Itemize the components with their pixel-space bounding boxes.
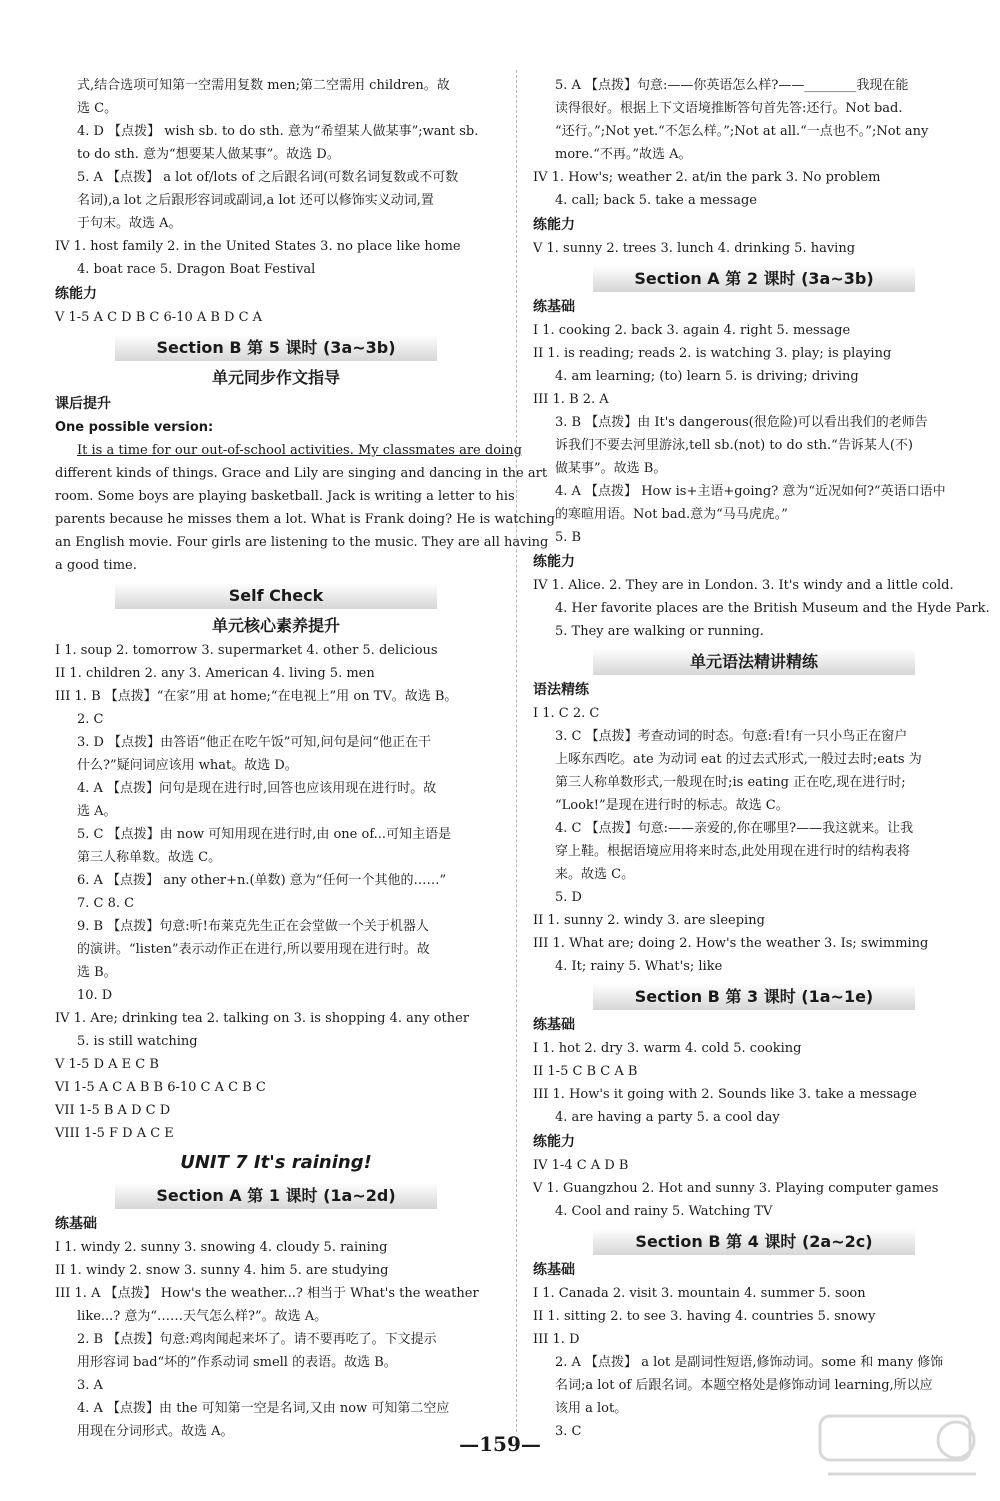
- answer-line: 4. C 【点拨】句意:——亲爱的,你在哪里?——我这就来。让我: [555, 821, 914, 836]
- answer-line: I 1. soup 2. tomorrow 3. supermarket 4. other 5. delicious: [55, 643, 438, 658]
- answer-line: 的演讲。“listen”表示动作正在进行,所以要用现在进行时。故: [77, 942, 430, 957]
- answer-line: II 1. windy 2. snow 3. sunny 4. him 5. are studying: [55, 1263, 389, 1278]
- right-column: [533, 74, 990, 1443]
- section-label: 练能力: [533, 554, 575, 570]
- answer-line: IV 1. host family 2. in the United States 3. no place like home: [55, 239, 461, 254]
- answer-line: 做某事”。故选 B。: [555, 461, 667, 476]
- answer-line: I 1. C 2. C: [533, 706, 600, 721]
- answer-line: V 1. Guangzhou 2. Hot and sunny 3. Playing computer games: [533, 1181, 939, 1196]
- answer-line: 6. A 【点拨】 any other+n.(单数) 意为“任何一个其他的……”: [77, 873, 447, 888]
- section-label: 练能力: [533, 217, 575, 233]
- composition-line: a good time.: [55, 558, 137, 573]
- answer-line: “还行。”;Not yet.“不怎么样。”;Not at all.“一点也不。”;Not any: [555, 124, 929, 139]
- answer-line: 5. D: [555, 890, 582, 905]
- answer-line: 7. C 8. C: [77, 896, 135, 911]
- section-label: 练能力: [533, 1134, 575, 1150]
- answer-line: 4. A 【点拨】由 the 可知第一空是名词,又由 now 可知第二空应: [77, 1401, 450, 1416]
- answer-line: II 1. is reading; reads 2. is watching 3. play; is playing: [533, 346, 892, 361]
- answer-line: I 1. windy 2. sunny 3. snowing 4. cloudy 5. raining: [55, 1240, 388, 1255]
- section-heading: 单元语法精讲精练: [593, 649, 915, 675]
- answer-line: III 1. How's it going with 2. Sounds like 3. take a message: [533, 1087, 917, 1102]
- answer-line: V 1-5 D A E C B: [55, 1057, 159, 1072]
- answer-line: III 1. B 2. A: [533, 392, 609, 407]
- answer-line: VIII 1-5 F D A C E: [55, 1126, 174, 1141]
- answer-line: 4. am learning; (to) learn 5. is driving; driving: [555, 369, 859, 384]
- answer-line: 读得很好。根据上下文语境推断答句首先答:还行。Not bad.: [555, 101, 903, 116]
- answer-line: 3. B 【点拨】由 It's dangerous(很危险)可以看出我们的老师告: [555, 415, 928, 430]
- answer-line: 第三人称单数形式,一般现在时;is eating 正在吃,现在进行时;: [555, 775, 906, 790]
- answer-line: I 1. Canada 2. visit 3. mountain 4. summer 5. soon: [533, 1286, 866, 1301]
- answer-line: 4. call; back 5. take a message: [555, 193, 757, 208]
- section-label: 练能力: [55, 286, 97, 302]
- answer-line: 4. A 【点拨】 How is+主语+going? 意为“近况如何?”英语口语中: [555, 484, 946, 499]
- section-label: 练基础: [55, 1216, 97, 1232]
- answer-line: I 1. hot 2. dry 3. warm 4. cold 5. cooking: [533, 1041, 802, 1056]
- answer-line: 用现在分词形式。故选 A。: [77, 1424, 234, 1439]
- answer-line: “Look!”是现在进行时的标志。故选 C。: [555, 798, 789, 813]
- answer-line: 选 B。: [77, 965, 117, 980]
- left-column: [55, 74, 555, 1443]
- answer-line: 5. A 【点拨】 a lot of/lots of 之后跟名词(可数名词复数或不可数: [77, 170, 459, 185]
- answer-line: 5. C 【点拨】由 now 可知用现在进行时,由 one of...可知主语是: [77, 827, 452, 842]
- answer-line: III 1. D: [533, 1332, 580, 1347]
- section-subheading: 单元同步作文指导: [211, 368, 340, 387]
- answer-line: 选 A。: [77, 804, 117, 819]
- answer-line: 上啄东西吃。ate 为动词 eat 的过去式形式,一般过去时;eats 为: [555, 752, 922, 767]
- answer-line: 第三人称单数。故选 C。: [77, 850, 222, 865]
- answer-line: 于句末。故选 A。: [77, 216, 182, 231]
- answer-line: I 1. cooking 2. back 3. again 4. right 5. message: [533, 323, 851, 338]
- answer-line: VI 1-5 A C A B B 6-10 C A C B C: [55, 1080, 266, 1095]
- answer-line: 式,结合选项可知第一空需用复数 men;第二空需用 children。故: [77, 78, 450, 93]
- answer-line: 名词;a lot of 后跟名词。本题空格处是修饰动词 learning,所以应: [555, 1378, 933, 1393]
- answer-line: more.“不再。”故选 A。: [555, 147, 692, 162]
- answer-line: 4. Her favorite places are the British Museum and the Hyde Park.: [555, 601, 990, 616]
- section-heading: Section A 第 1 课时 (1a~2d): [115, 1183, 437, 1209]
- answer-line: 的寒暄用语。Not bad.意为“马马虎虎。”: [555, 507, 788, 522]
- answer-line: 3. A: [77, 1378, 103, 1393]
- section-heading: Self Check: [115, 583, 437, 609]
- answer-line: 5. They are walking or running.: [555, 624, 764, 639]
- answer-line: II 1. children 2. any 3. American 4. living 5. men: [55, 666, 375, 681]
- composition-line: an English movie. Four girls are listening to the music. They are all having: [55, 535, 549, 550]
- answer-line: IV 1. How's; weather 2. at/in the park 3. No problem: [533, 170, 881, 185]
- answer-line: 来。故选 C。: [555, 867, 635, 882]
- answer-line: 4. Cool and rainy 5. Watching TV: [555, 1204, 773, 1219]
- answer-line: IV 1. Are; drinking tea 2. talking on 3. is shopping 4. any other: [55, 1011, 470, 1026]
- answer-line: 3. C: [555, 1424, 582, 1439]
- answer-line: 4. D 【点拨】 wish sb. to do sth. 意为“希望某人做某事”;want sb.: [77, 124, 479, 139]
- answer-line: II 1. sunny 2. windy 3. are sleeping: [533, 913, 765, 928]
- answer-line: 名词),a lot 之后跟形容词或副词,a lot 还可以修饰实义动词,置: [77, 193, 434, 208]
- answer-line: 2. C: [77, 712, 104, 727]
- answer-line: 3. D 【点拨】由答语“他正在吃午饭”可知,问句是问“他正在干: [77, 735, 432, 750]
- column-divider: [516, 70, 517, 1432]
- answer-line: 穿上鞋。根据语境应用将来时态,此处用现在进行时的结构表将: [555, 844, 911, 859]
- composition-label: One possible version:: [55, 420, 214, 435]
- section-label: 课后提升: [55, 396, 111, 412]
- answer-line: 2. B 【点拨】句意:鸡肉闻起来坏了。请不要再吃了。下文提示: [77, 1332, 437, 1347]
- answer-line: VII 1-5 B A D C D: [55, 1103, 171, 1118]
- answer-line: 选 C。: [77, 101, 118, 116]
- answer-line: 2. A 【点拨】 a lot 是副词性短语,修饰动词。some 和 many 修饰: [555, 1355, 944, 1370]
- answer-line: IV 1-4 C A D B: [533, 1158, 629, 1173]
- composition-line: parents because he misses them a lot. What is Frank doing? He is watching: [55, 512, 555, 527]
- answer-line: 5. is still watching: [77, 1034, 198, 1049]
- section-label: 练基础: [533, 1017, 575, 1033]
- section-subheading: 单元核心素养提升: [211, 616, 340, 635]
- answer-line: II 1-5 C B C A B: [533, 1064, 638, 1079]
- answer-line: 4. boat race 5. Dragon Boat Festival: [77, 262, 316, 277]
- section-heading: Section B 第 4 课时 (2a~2c): [593, 1229, 915, 1255]
- answer-line: 10. D: [77, 988, 113, 1003]
- answer-line: to do sth. 意为“想要某人做某事”。故选 D。: [77, 147, 340, 162]
- answer-line: 9. B 【点拨】句意:听!布莱克先生正在会堂做一个关于机器人: [77, 919, 429, 934]
- section-heading: Section A 第 2 课时 (3a~3b): [593, 266, 915, 292]
- section-heading: Section B 第 5 课时 (3a~3b): [115, 335, 437, 361]
- answer-line: V 1-5 A C D B C 6-10 A B D C A: [55, 310, 263, 325]
- answer-line: III 1. What are; doing 2. How's the weather 3. Is; swimming: [533, 936, 929, 951]
- answer-line: V 1. sunny 2. trees 3. lunch 4. drinking 5. having: [533, 241, 856, 256]
- answer-line: 用形容词 bad“坏的”作系动词 smell 的表语。故选 B。: [77, 1355, 397, 1370]
- answer-line: IV 1. Alice. 2. They are in London. 3. It's windy and a little cold.: [533, 578, 954, 593]
- answer-line: 4. are having a party 5. a cool day: [555, 1110, 780, 1125]
- answer-line: 4. It; rainy 5. What's; like: [555, 959, 723, 974]
- section-label: 语法精练: [533, 682, 589, 698]
- answer-line: 什么?”疑问词应该用 what。故选 D。: [77, 758, 298, 773]
- composition-line: room. Some boys are playing basketball. Jack is writing a letter to his: [55, 489, 515, 504]
- answer-line: 该用 a lot。: [555, 1401, 628, 1416]
- answer-line: II 1. sitting 2. to see 3. having 4. countries 5. snowy: [533, 1309, 876, 1324]
- section-label: 练基础: [533, 1262, 575, 1278]
- answer-line: 3. C 【点拨】考查动词的时态。句意:看!有一只小鸟正在窗户: [555, 729, 908, 744]
- answer-line: like...? 意为“……天气怎么样?”。故选 A。: [77, 1309, 328, 1324]
- section-label: 练基础: [533, 299, 575, 315]
- composition-line: It is a time for our out-of-school activities. My classmates are doing: [77, 443, 522, 458]
- answer-line: 5. A 【点拨】句意:——你英语怎么样?——________我现在能: [555, 78, 909, 93]
- answer-line: III 1. B 【点拨】“在家”用 at home;“在电视上”用 on TV。故选 B。: [55, 689, 458, 704]
- composition-line: different kinds of things. Grace and Lily are singing and dancing in the art: [55, 466, 548, 481]
- page-number: —159—: [459, 1432, 541, 1456]
- answer-line: III 1. A 【点拨】 How's the weather...? 相当于 What's the weather: [55, 1286, 479, 1301]
- unit-title: UNIT 7 It's raining!: [180, 1152, 372, 1173]
- section-heading: Section B 第 3 课时 (1a~1e): [593, 984, 915, 1010]
- answer-line: 4. A 【点拨】问句是现在进行时,回答也应该用现在进行时。故: [77, 781, 437, 796]
- watermark-logo: [816, 1410, 986, 1490]
- answer-line: 诉我们不要去河里游泳,tell sb.(not) to do sth.“告诉某人(不): [555, 438, 913, 453]
- answer-line: 5. B: [555, 530, 582, 545]
